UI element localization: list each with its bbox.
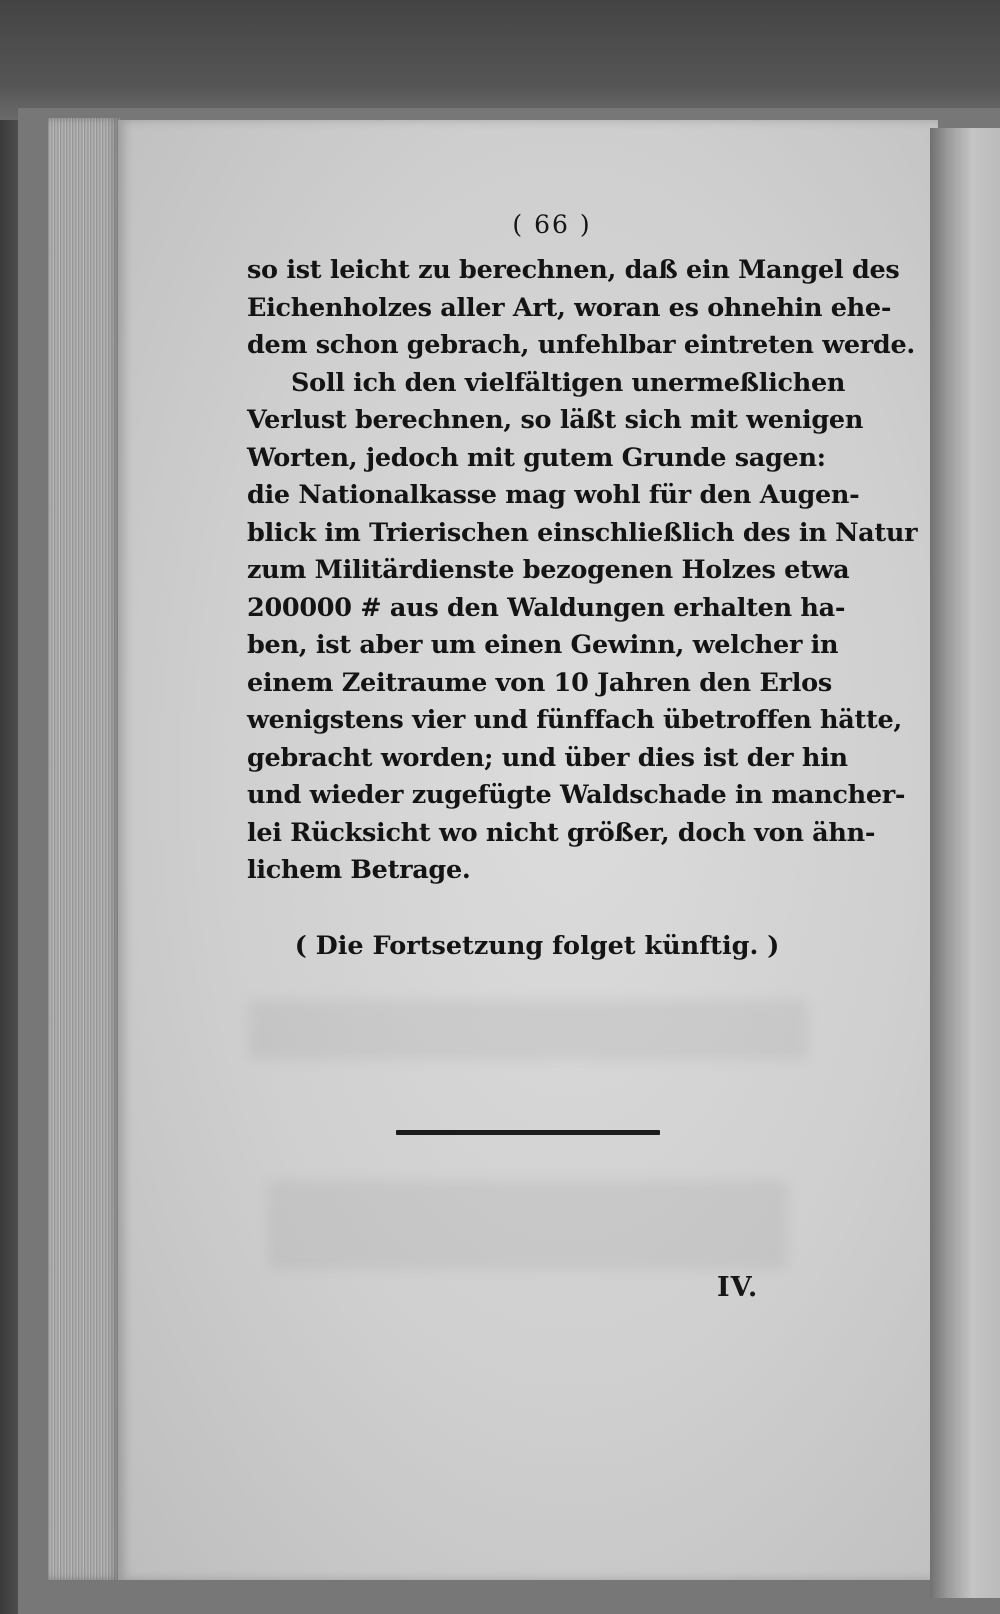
text-line: ben, ist aber um einen Gewinn, welcher in	[247, 630, 839, 660]
body-text	[247, 252, 918, 890]
text-line: Worten, jedoch mit gutem Grunde sagen:	[247, 442, 826, 473]
catchword: IV.	[717, 1272, 759, 1303]
text-line: Eichenholzes aller Art, woran es ohnehin ehe-	[247, 292, 892, 323]
section-rule	[396, 1130, 660, 1135]
next-page-edge	[930, 128, 1000, 1598]
show-through-smudge	[268, 1180, 788, 1270]
text-line: 200000 # aus den Waldungen erhalten ha-	[247, 592, 846, 623]
text-line: Verlust berechnen, so läßt sich mit wenigen	[247, 405, 864, 435]
text-line: zum Militärdienste bezogenen Holzes etwa	[247, 555, 850, 585]
text-line: gebracht worden; und über dies ist der hin	[247, 742, 848, 773]
text-line: die Nationalkasse mag wohl für den Augen-	[247, 480, 860, 510]
text-line: blick im Trierischen einschließlich des in Natur	[247, 517, 918, 548]
text-line: einem Zeitraume von 10 Jahren den Erlos	[247, 667, 832, 698]
text-line: Soll ich den vielfältigen unermeßlichen	[291, 367, 846, 398]
text-line: dem schon gebrach, unfehlbar eintreten werde.	[247, 330, 915, 360]
background-shadow	[0, 0, 1000, 120]
text-line: lei Rücksicht wo nicht größer, doch von ähn-	[247, 817, 876, 848]
page-edges	[48, 118, 120, 1580]
text-block	[247, 210, 918, 964]
show-through-smudge	[248, 1000, 808, 1060]
text-line: und wieder zugefügte Waldschade in mancher-	[247, 780, 906, 810]
text-line: lichem Betrage.	[247, 855, 471, 885]
page-number: ( 66 )	[512, 210, 592, 239]
text-line: wenigstens vier und fünffach übetroffen hätte,	[247, 705, 902, 735]
text-line: so ist leicht zu berechnen, daß ein Mangel des	[247, 255, 900, 285]
continuation-note: ( Die Fortsetzung folget künftig. )	[294, 930, 780, 961]
